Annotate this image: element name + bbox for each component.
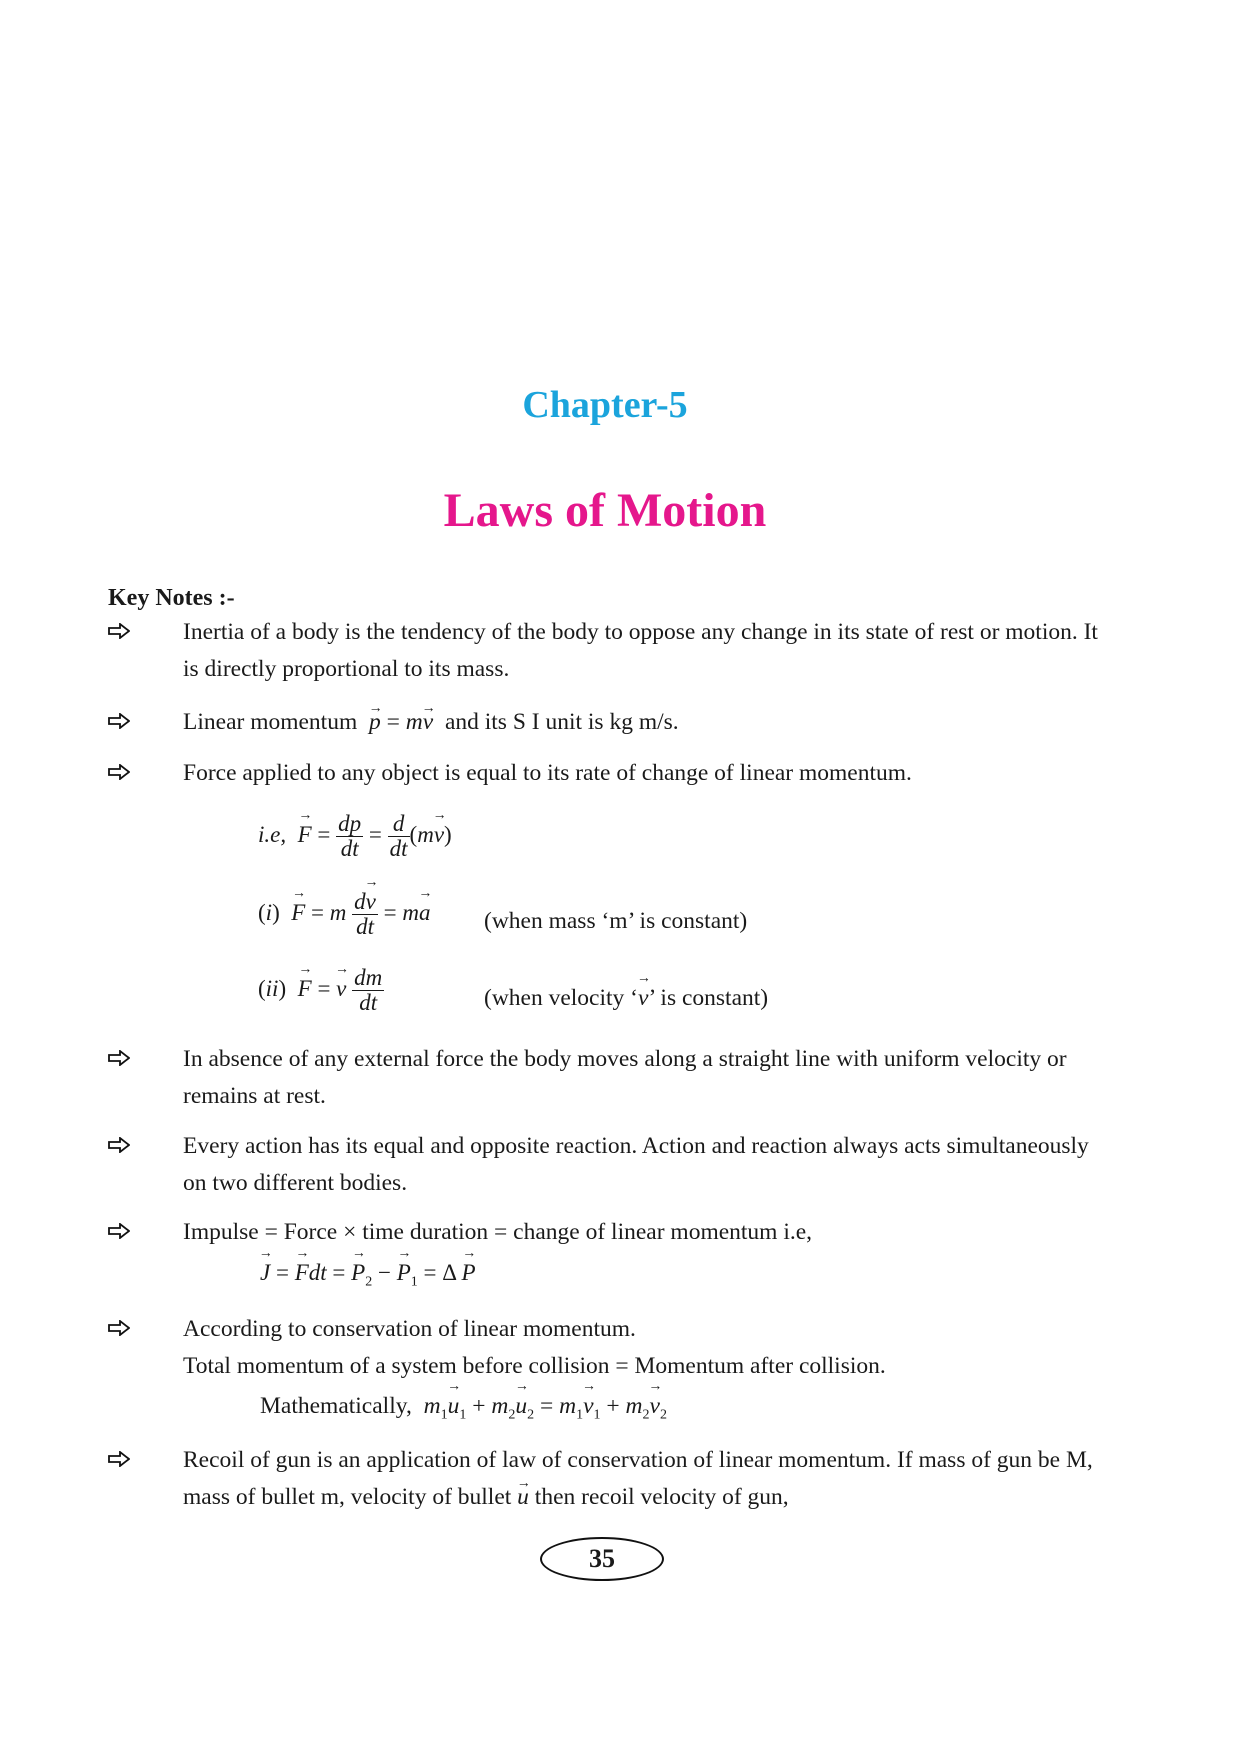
- note-inertia: [108, 614, 1108, 688]
- hollow-right-arrow-icon: [108, 704, 134, 729]
- key-notes-heading: Key Notes :-: [108, 585, 235, 611]
- note-text: Force applied to any object is equal to its rate of change of linear momentum.: [183, 760, 912, 786]
- equation-case-1: (i) → F = m $\frac{d\to v}{dt}$ = m→ a: [258, 890, 430, 939]
- note-text: Total momentum of a system before collision = Momentum after collision.: [183, 1353, 886, 1379]
- note-text: Recoil of gun is an application of law of conservation of linear momentum. If mass of gun be M, mass of bullet m, velocity of bullet: [183, 1447, 1093, 1510]
- case-2-note-start: (when velocity ‘: [484, 985, 639, 1011]
- chapter-title: Laws of Motion: [443, 484, 767, 537]
- bullet-velocity-symbol: → u: [517, 1479, 529, 1516]
- case-1-note: (when mass ‘m’ is constant): [484, 908, 748, 934]
- mathematically-label: Mathematically,: [260, 1393, 412, 1419]
- equation-case-2: (ii) → F = → v $\frac{dm}{dt}$: [258, 966, 384, 1015]
- hollow-right-arrow-icon: [108, 755, 134, 780]
- case-2-note-end: ’ is constant): [648, 985, 769, 1011]
- hollow-right-arrow-icon: [108, 1311, 134, 1336]
- note-conservation: [108, 1311, 1108, 1385]
- note-recoil: [108, 1442, 1108, 1516]
- impulse-equation: → J = → Fdt = → $P_2$ − → $P_1 = \Delta \to P$: [260, 1260, 476, 1291]
- note-linear-momentum: [108, 704, 1108, 741]
- ie-label: i.e,: [258, 821, 287, 847]
- momentum-formula: → p = m→ v: [369, 709, 433, 735]
- note-force: [108, 755, 1108, 792]
- page-number: 35: [540, 1537, 664, 1581]
- note-text: Linear momentum: [183, 709, 358, 735]
- note-text: In absence of any external force the body moves along a straight line with uniform velocity or remains at rest.: [183, 1046, 1067, 1109]
- note-text: then recoil velocity of gun,: [534, 1484, 789, 1510]
- case-2-label: ii: [265, 975, 279, 1001]
- hollow-right-arrow-icon: [108, 1214, 134, 1239]
- force-equation: i.e, → F = $\frac{dp}{dt}$ = $\frac{d}{dt}$ (m→ v): [258, 812, 452, 861]
- hollow-right-arrow-icon: [108, 1041, 134, 1066]
- hollow-right-arrow-icon: [108, 614, 134, 639]
- hollow-right-arrow-icon: [108, 1442, 134, 1467]
- chapter-label: Chapter-5: [522, 384, 688, 426]
- conservation-equation: Mathematically, $m_1\to u_1 + m_2\to u_2 = m_1\to v_1 + m_2\to v_2$: [260, 1393, 667, 1424]
- note-text: Inertia of a body is the tendency of the body to oppose any change in its state of rest or motion. It is directly proportional to its mass.: [183, 619, 1098, 682]
- case-2-note: (when velocity ‘→ v’ is constant): [484, 985, 768, 1012]
- note-text: Impulse = Force × time duration = change of linear momentum i.e,: [183, 1219, 813, 1245]
- note-text: Every action has its equal and opposite reaction. Action and reaction always acts simultaneously on two different bodies.: [183, 1133, 1089, 1196]
- note-first-law: [108, 1041, 1108, 1115]
- note-text: According to conservation of linear momentum.: [183, 1316, 636, 1342]
- note-text: and its S I unit is kg m/s.: [444, 709, 679, 735]
- hollow-right-arrow-icon: [108, 1128, 134, 1153]
- note-third-law: [108, 1128, 1108, 1202]
- case-1-label: i: [265, 899, 273, 925]
